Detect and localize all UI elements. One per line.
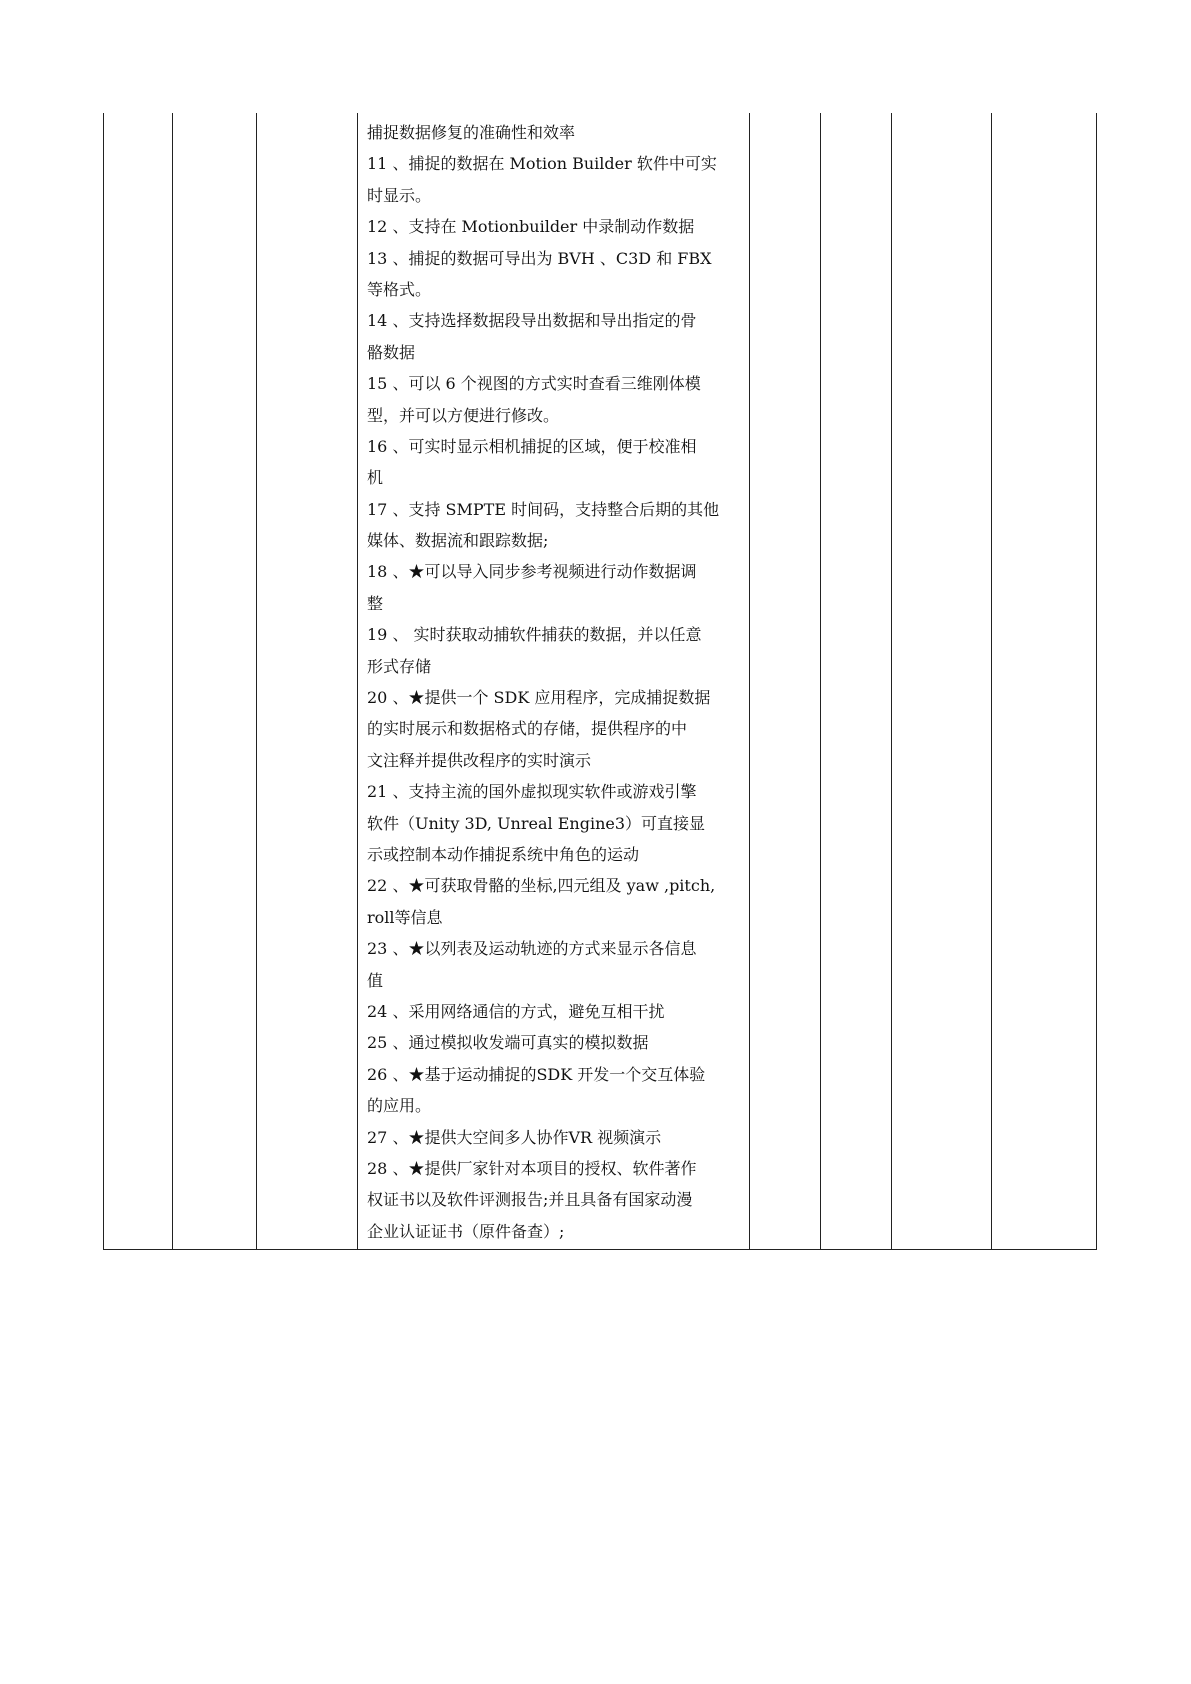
requirement-line: 21 、支持主流的国外虚拟现实软件或游戏引擎 [367,782,697,802]
requirement-line: 骼数据 [367,342,416,362]
requirement-line: 26 、★基于运动捕捉的SDK 开发一个交互体验 [367,1064,706,1084]
requirement-line: 22 、★可获取骨骼的坐标,四元组及 yaw ,pitch, [367,876,716,896]
requirement-line: 示或控制本动作捕捉系统中角色的运动 [367,844,640,864]
requirement-line: 27 、★提供大空间多人协作VR 视频演示 [367,1127,662,1147]
requirement-line: 的应用。 [367,1096,432,1116]
requirement-line: 18 、★可以导入同步参考视频进行动作数据调 [367,562,697,582]
requirement-line: 值 [367,970,384,990]
requirement-line: 13 、捕捉的数据可导出为 BVH 、C3D 和 FBX [367,248,712,268]
requirement-line: 软件（Unity 3D, Unreal Engine3）可直接显 [367,813,706,833]
price-cell [892,113,992,1250]
requirement-line: 等格式。 [367,279,432,299]
requirement-line: 媒体、数据流和跟踪数据; [367,531,549,551]
requirement-line: 15 、可以 6 个视图的方式实时查看三维刚体模 [367,374,701,394]
quantity-cell [821,113,892,1250]
requirement-line: 整 [367,593,384,613]
requirement-line: 14 、支持选择数据段导出数据和导出指定的骨 [367,311,697,331]
requirement-line: 型，并可以方便进行修改。 [367,405,560,425]
requirement-line: 时显示。 [367,185,432,205]
requirement-line: 20 、★提供一个 SDK 应用程序，完成捕捉数据 [367,688,711,708]
requirement-line: roll等信息 [367,907,443,927]
requirement-line: 企业认证证书（原件备查）; [367,1221,565,1241]
remarks-cell [992,113,1097,1250]
item-name-cell [173,113,257,1250]
requirement-line: 25 、通过模拟收发端可真实的模拟数据 [367,1033,649,1053]
requirement-line: 23 、★以列表及运动轨迹的方式来显示各信息 [367,939,697,959]
unit-cell [750,113,821,1250]
index-cell [104,113,173,1250]
table-row [104,113,1097,1250]
requirement-line: 11 、捕捉的数据在 Motion Builder 软件中可实 [367,154,717,174]
requirement-line: 19 、 实时获取动捕软件捕获的数据，并以任意 [367,625,702,645]
requirement-line: 权证书以及软件评测报告;并且具备有国家动漫 [367,1190,693,1210]
requirement-line: 16 、可实时显示相机捕捉的区域，便于校准相 [367,436,697,456]
requirement-line: 文注释并提供改程序的实时演示 [367,750,592,770]
requirement-line: 28 、★提供厂家针对本项目的授权、软件著作 [367,1158,697,1178]
spec-table [103,113,1097,1250]
requirement-line: 捕捉数据修复的准确性和效率 [367,123,576,142]
requirements-cell [358,113,750,1250]
requirement-line: 24 、采用网络通信的方式，避免互相干扰 [367,1001,665,1021]
item-cell [257,113,358,1250]
requirement-line: 17 、支持 SMPTE 时间码，支持整合后期的其他 [367,499,720,519]
requirement-line: 12 、支持在 Motionbuilder 中录制动作数据 [367,217,695,237]
requirement-line: 形式存储 [367,656,432,676]
requirement-line: 机 [367,468,384,488]
requirement-line: 的实时展示和数据格式的存储，提供程序的中 [367,719,688,739]
